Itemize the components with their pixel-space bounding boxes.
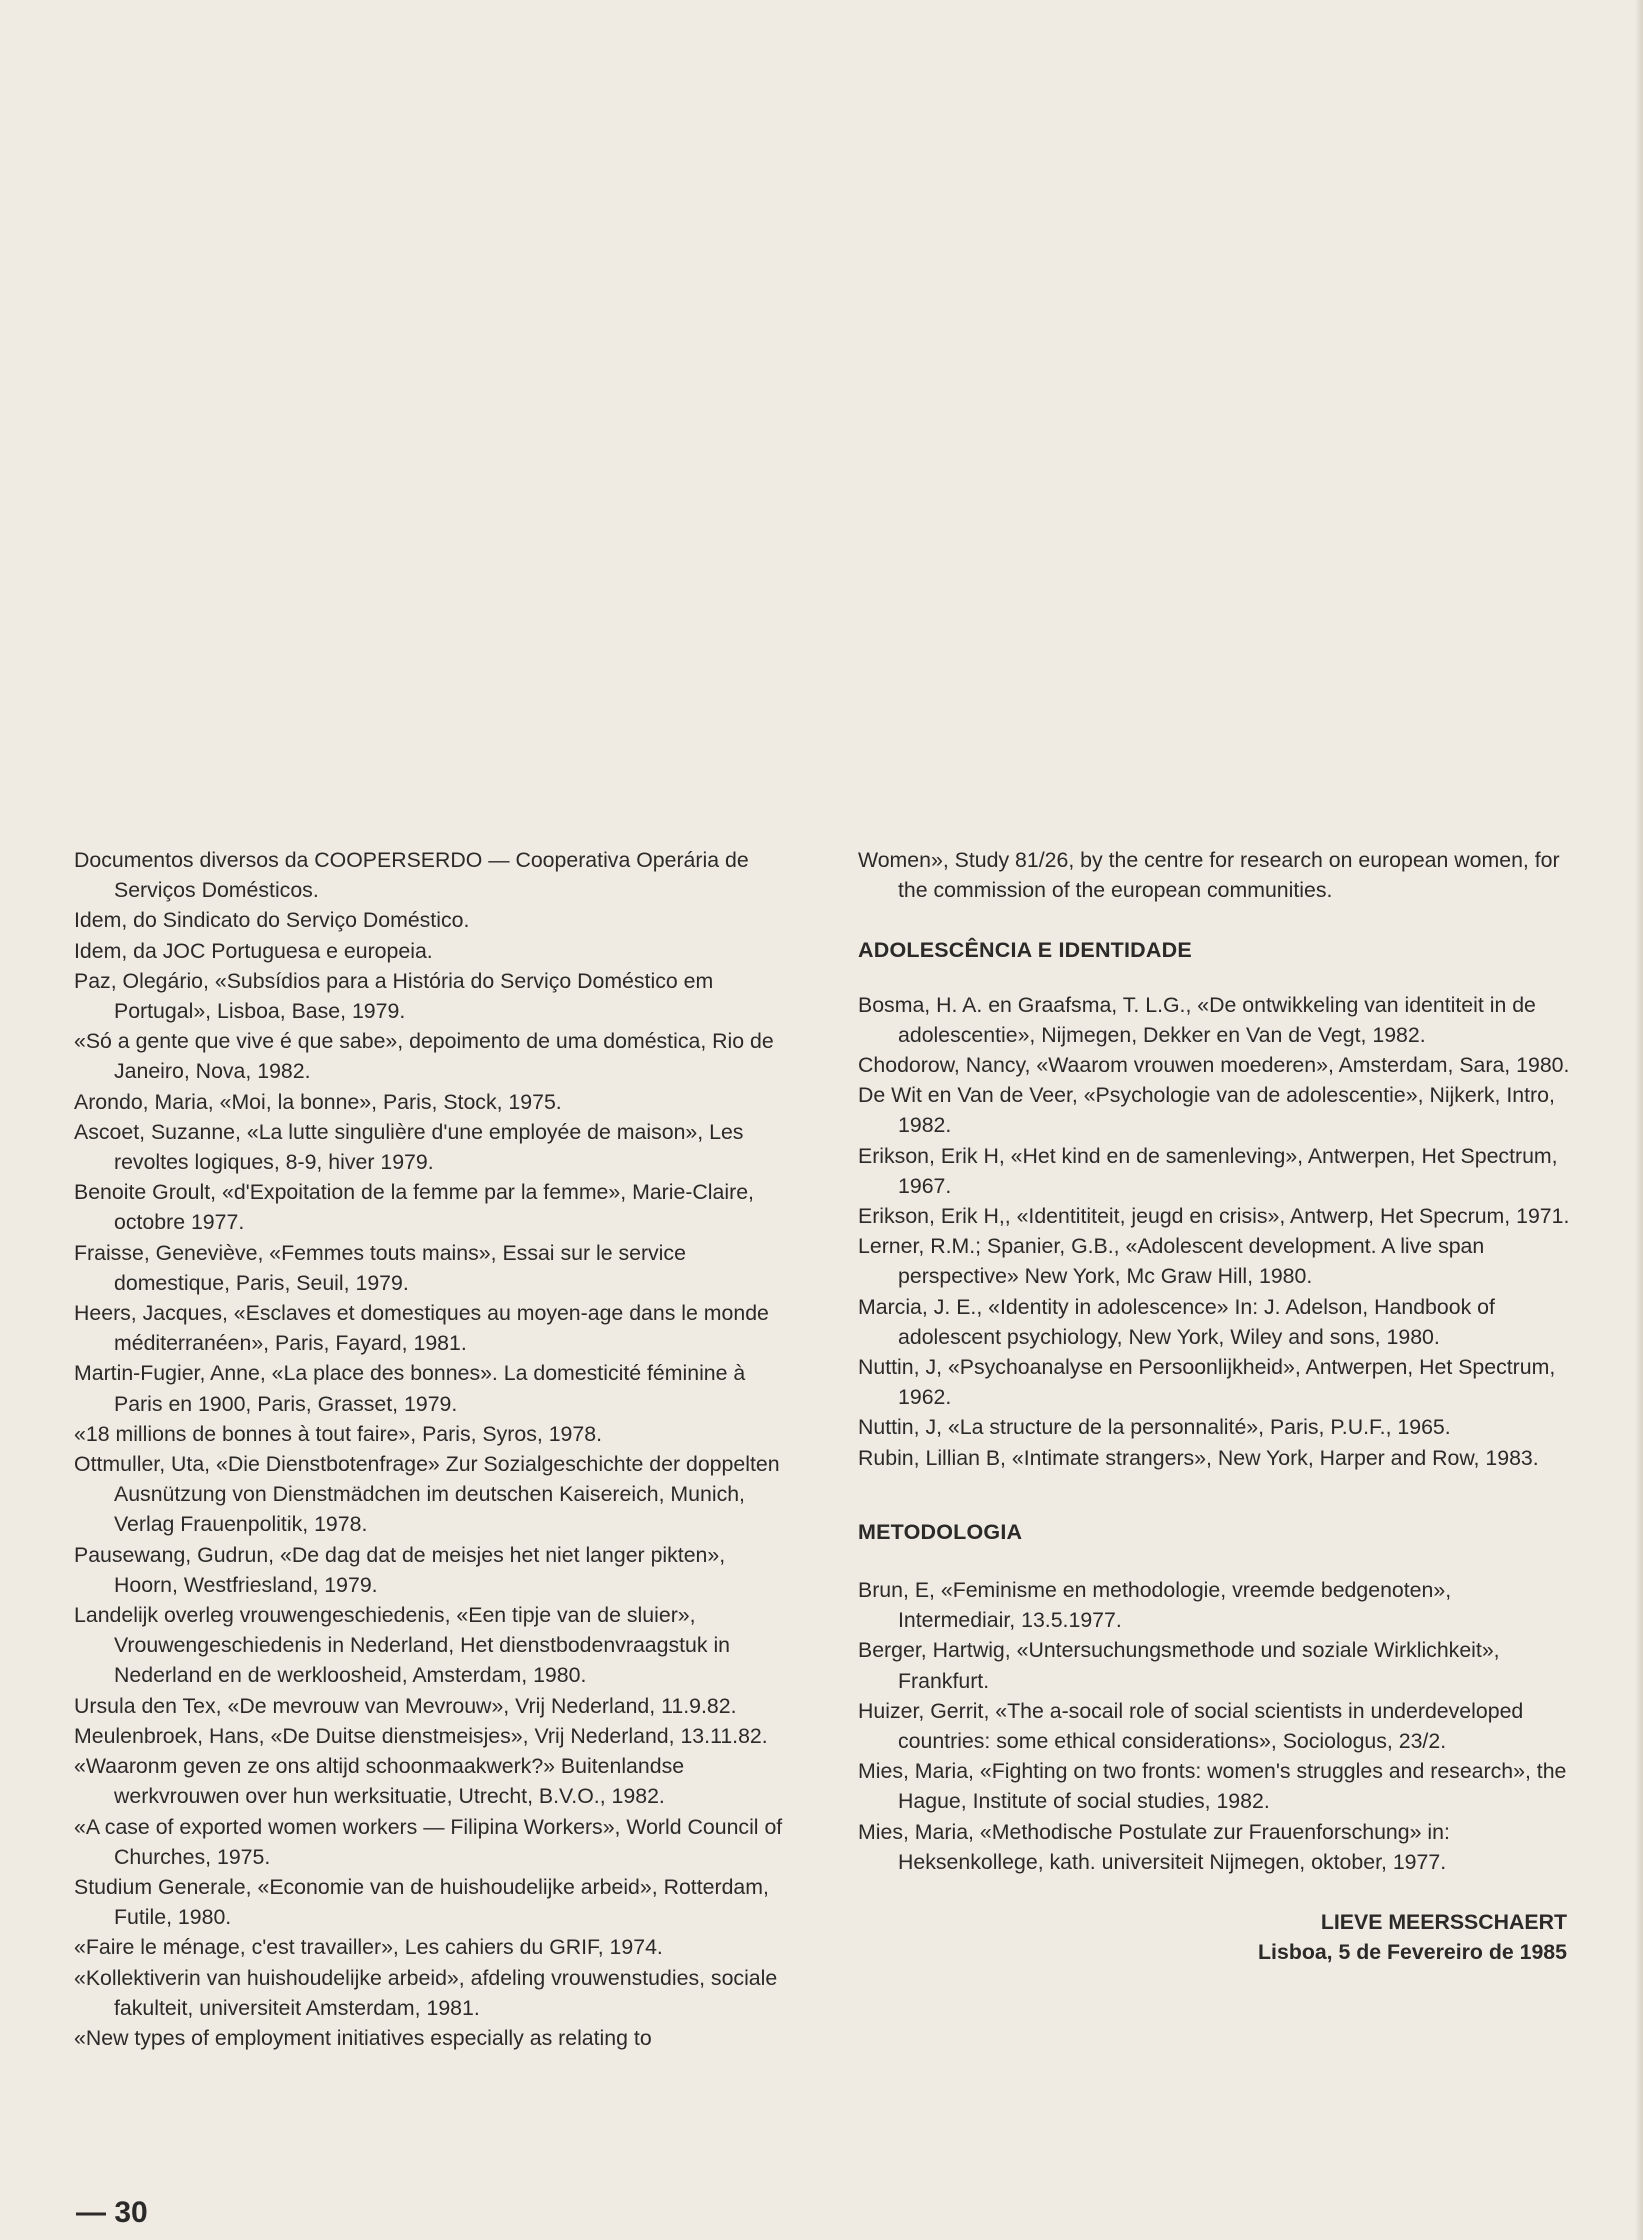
signature-block — [858, 1907, 1570, 1967]
reference-entry: «A case of exported women workers — Filipina Workers», World Council of Churches, 1975. — [74, 1814, 783, 1869]
section-heading-adolescencia: ADOLESCÊNCIA E IDENTIDADE — [858, 938, 1192, 963]
section-heading-metodologia: METODOLOGIA — [858, 1519, 1023, 1544]
left-column — [74, 845, 789, 2053]
reference-entry: Berger, Hartwig, «Untersuchungsmethode und soziale Wirklichkeit», Frankfurt. — [858, 1638, 1500, 1693]
reference-entry: Pausewang, Gudrun, «De dag dat de meisjes het niet langer pikten», Hoorn, Westfriesland, 1979. — [74, 1542, 726, 1597]
right-column — [858, 845, 1570, 1968]
reference-entry: Idem, da JOC Portuguesa e europeia. — [74, 938, 433, 963]
reference-entry: «New types of employment initiatives especially as relating to — [74, 2025, 652, 2050]
reference-entry: Landelijk overleg vrouwengeschiedenis, «Een tipje van de sluier», Vrouwengeschiedenis in Nederland, Het dienstbodenvraagstuk in Nederland en de werkloosheid, Amsterdam, 1980. — [74, 1603, 731, 1688]
reference-entry: Fraisse, Geneviève, «Femmes touts mains», Essai sur le service domestique, Paris, Seuil, 1979. — [74, 1240, 686, 1295]
reference-list-adolescencia — [858, 990, 1570, 1473]
reference-entry: Martin-Fugier, Anne, «La place des bonnes». La domesticité féminine à Paris en 1900, Paris, Grasset, 1979. — [74, 1361, 746, 1416]
reference-entry: Nuttin, J, «La structure de la personnalité», Paris, P.U.F., 1965. — [858, 1415, 1451, 1440]
reference-entry: Huizer, Gerrit, «The a-socail role of social scientists in underdeveloped countries: some ethical considerations», Sociologus, 23/2. — [858, 1698, 1524, 1754]
reference-entry: Ottmuller, Uta, «Die Dienstbotenfrage» Zur Sozialgeschichte der doppelten Ausnützung von Dienstmädchen im deutschen Kaisereich, Munich, Verlag Frauenpolitik, 1978. — [74, 1452, 780, 1537]
reference-entry: De Wit en Van de Veer, «Psychologie van de adolescentie», Nijkerk, Intro, 1982. — [858, 1083, 1555, 1138]
show-through-right — [850, 478, 1565, 511]
reference-entry: Mies, Maria, «Fighting on two fronts: women's struggles and research», the Hague, Institute of social studies, 1982. — [858, 1759, 1567, 1814]
reference-entry: «Waaronm geven ze ons altijd schoonmaakwerk?» Buitenlandse werkvrouwen over hun werksituatie, Utrecht, B.V.O., 1982. — [74, 1754, 685, 1809]
reference-entry: Studium Generale, «Economie van de huishoudelijke arbeid», Rotterdam, Futile, 1980. — [74, 1874, 769, 1930]
reference-entry: «Faire le ménage, c'est travailler», Les cahiers du GRIF, 1974. — [74, 1935, 663, 1960]
author-name: LIEVE MEERSSCHAERT — [1320, 1910, 1567, 1935]
reference-entry: Documentos diversos da COOPERSERDO — Cooperativa Operária de Serviços Domésticos. — [74, 848, 749, 903]
reference-list-left — [74, 845, 789, 2053]
reference-entry: Marcia, J. E., «Identity in adolescence» In: J. Adelson, Handbook of adolescent psychiology, New York, Wiley and sons, 1980. — [858, 1294, 1495, 1349]
reference-entry: «18 millions de bonnes à tout faire», Paris, Syros, 1978. — [74, 1421, 602, 1446]
reference-entry: Ascoet, Suzanne, «La lutte singulière d'une employée de maison», Les revoltes logiques, 8-9, hiver 1979. — [74, 1119, 744, 1175]
reference-entry: Erikson, Erik H, «Het kind en de samenleving», Antwerpen, Het Spectrum, 1967. — [858, 1143, 1558, 1198]
page-edge-shadow — [1635, 0, 1643, 2240]
reference-entry: «Só a gente que vive é que sabe», depoimento de uma doméstica, Rio de Janeiro, Nova, 1982. — [74, 1029, 774, 1084]
reference-continuation: Women», Study 81/26, by the centre for research on european women, for the commission of the european communities. — [858, 848, 1560, 903]
reference-entry: Idem, do Sindicato do Serviço Doméstico. — [74, 908, 470, 933]
reference-entry: Meulenbroek, Hans, «De Duitse dienstmeisjes», Vrij Nederland, 13.11.82. — [74, 1723, 768, 1748]
reference-entry: Chodorow, Nancy, «Waarom vrouwen moederen», Amsterdam, Sara, 1980. — [858, 1053, 1570, 1078]
reference-entry: «Kollektiverin van huishoudelijke arbeid», afdeling vrouwenstudies, sociale fakulteit, universiteit Amsterdam, 1981. — [74, 1965, 778, 2020]
reference-entry: Nuttin, J, «Psychoanalyse en Persoonlijkheid», Antwerpen, Het Spectrum, 1962. — [858, 1355, 1556, 1410]
reference-entry: Arondo, Maria, «Moi, la bonne», Paris, Stock, 1975. — [74, 1089, 562, 1114]
reference-entry: Paz, Olegário, «Subsídios para a História do Serviço Doméstico em Portugal», Lisboa, Base, 1979. — [74, 968, 714, 1024]
reference-list-metodologia — [858, 1575, 1570, 1877]
reference-entry: Lerner, R.M.; Spanier, G.B., «Adolescent development. A live span perspective» New York, Mc Graw Hill, 1980. — [858, 1234, 1485, 1289]
reference-entry: Brun, E, «Feminisme en methodologie, vreemde bedgenoten», Intermediair, 13.5.1977. — [858, 1578, 1452, 1633]
reference-entry: Benoite Groult, «d'Expoitation de la femme par la femme», Marie-Claire, octobre 1977. — [74, 1180, 754, 1235]
place-date: Lisboa, 5 de Fevereiro de 1985 — [1258, 1940, 1567, 1965]
show-through-left — [60, 478, 775, 511]
reference-entry: Mies, Maria, «Methodische Postulate zur Frauenforschung» in: Heksenkollege, kath. universiteit Nijmegen, oktober, 1977. — [858, 1819, 1450, 1874]
page-number: — 30 — [76, 2196, 148, 2229]
reference-entry: Bosma, H. A. en Graafsma, T. L.G., «De ontwikkeling van identiteit in de adolescentie», Nijmegen, Dekker en Van de Vegt, 1982. — [858, 992, 1536, 1047]
reference-entry: Erikson, Erik H,, «Identititeit, jeugd en crisis», Antwerp, Het Specrum, 1971. — [858, 1204, 1570, 1229]
reference-entry: Heers, Jacques, «Esclaves et domestiques au moyen-age dans le monde méditerranéen», Paris, Fayard, 1981. — [74, 1301, 769, 1356]
reference-entry: Ursula den Tex, «De mevrouw van Mevrouw», Vrij Nederland, 11.9.82. — [74, 1693, 737, 1718]
reference-entry: Rubin, Lillian B, «Intimate strangers», New York, Harper and Row, 1983. — [858, 1445, 1539, 1470]
